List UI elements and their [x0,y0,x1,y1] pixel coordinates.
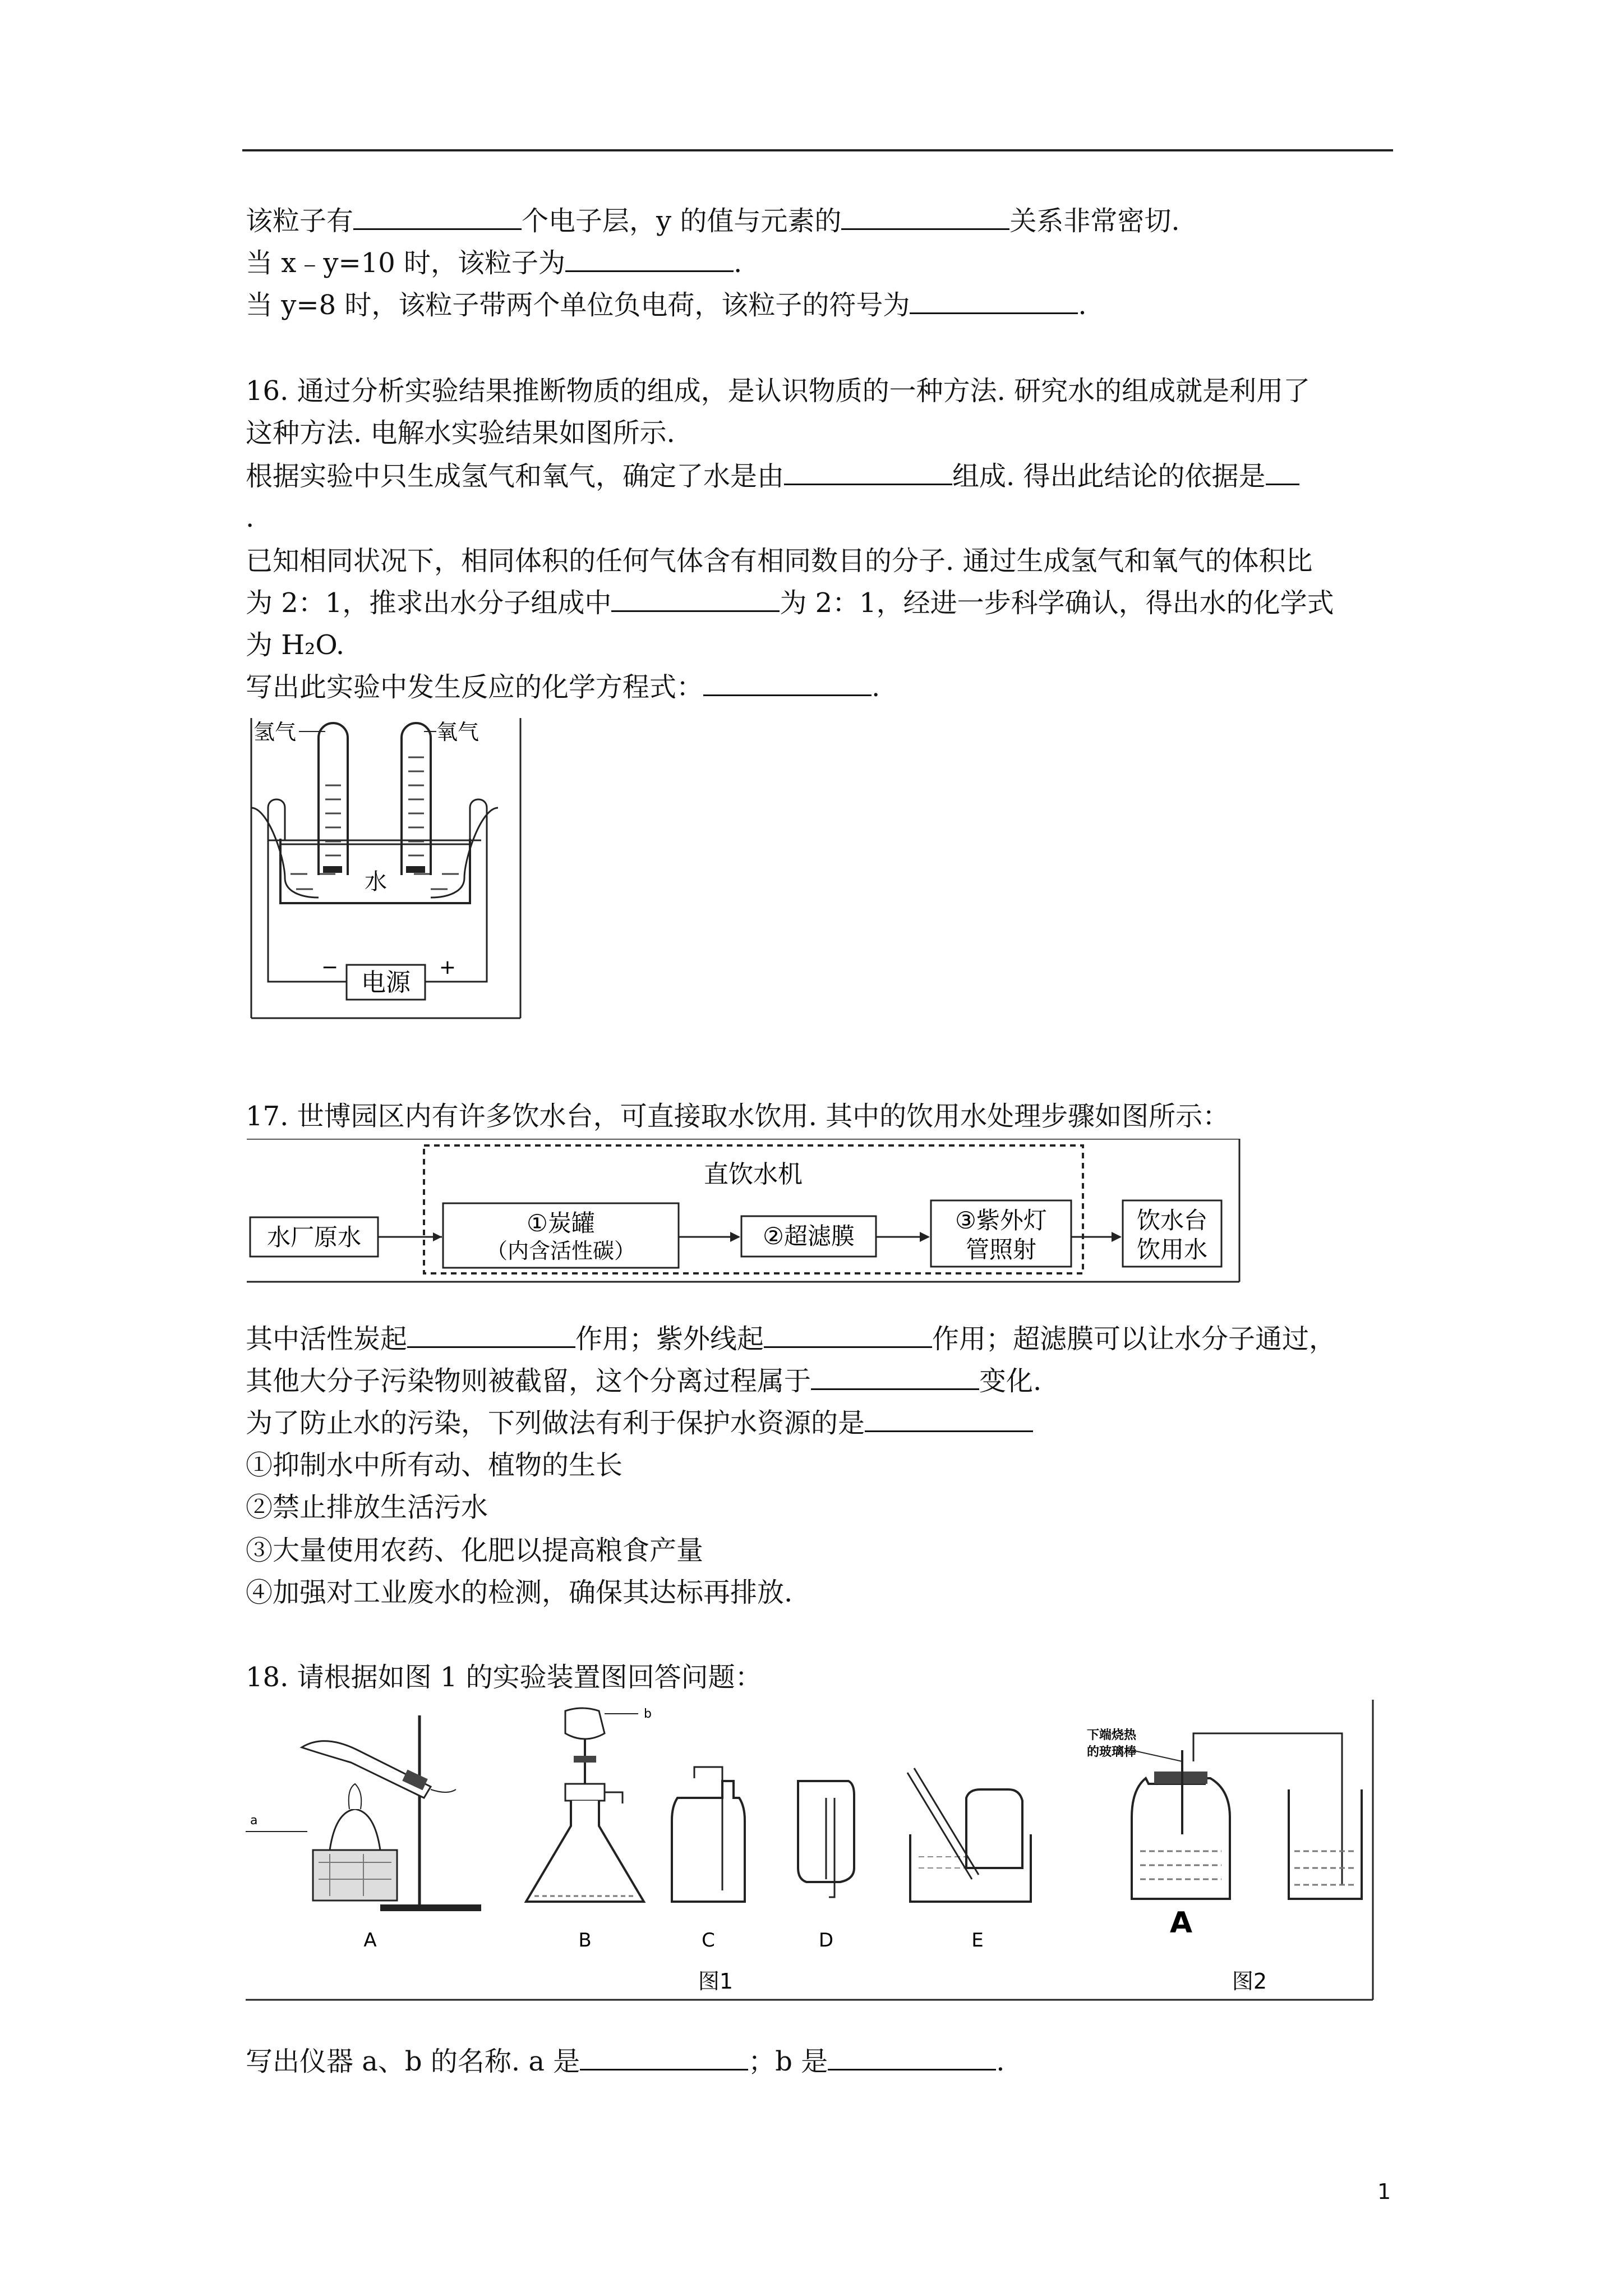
answer-blank[interactable] [580,2046,748,2070]
oxygen-label: 氧气 [436,720,479,744]
answer-blank[interactable] [828,2046,996,2070]
q15-line-3: 当 y=8 时，该粒子带两个单位负电荷，该粒子的符号为 . [246,289,1087,321]
answer-blank[interactable] [811,1366,979,1390]
answer-blank[interactable] [407,1324,575,1348]
q16-line-3: 根据实验中只生成氢气和氧气，确定了水是由 组成. 得出此结论的依据是 [246,459,1299,493]
label-A: A [363,1929,377,1952]
q15-line-2: 当 x﹣y=10 时，该粒子为 . [246,247,743,279]
q17-option-4: ④加强对工业废水的检测，确保其达标再排放. [246,1577,793,1608]
q17-line-3: 其他大分子污染物则被截留，这个分离过程属于 变化. [246,1365,1042,1397]
answer-blank[interactable] [703,672,872,696]
electrolysis-figure [246,712,526,1027]
glass-rod-label-1: 下端烧热 [1087,1728,1137,1742]
step3-label: ③紫外灯 [955,1207,1047,1234]
apparatus-figure [246,1700,1378,2003]
step2-label: ②超滤膜 [763,1222,855,1250]
water-label: 水 [365,869,387,895]
output-label: 饮水台 [1136,1207,1208,1234]
power-label: 电源 [361,968,411,997]
answer-blank[interactable] [910,290,1078,314]
q17-line-1: 17. 世博园区内有许多饮水台，可直接取水饮用. 其中的饮用水处理步骤如图所示： [246,1101,1230,1132]
label-D: D [818,1929,834,1952]
q17-option-2: ②禁止排放生活污水 [246,1492,488,1523]
q17-option-3: ③大量使用农药、化肥以提高粮食产量 [246,1535,704,1566]
source-label: 水厂原水 [266,1223,362,1251]
answer-blank[interactable] [764,1324,932,1348]
answer-blank[interactable] [841,206,1009,230]
q17-line-4: 为了防止水的污染，下列做法有利于保护水资源的是 [246,1406,1033,1440]
machine-label: 直饮水机 [704,1160,803,1189]
label-b: b [644,1707,652,1721]
q18-line-2: 写出仪器 a、b 的名称. a 是 ；b 是 . [246,2046,1005,2077]
step1-label: ①炭罐 [527,1209,595,1237]
q17-line-2: 其中活性炭起 作用；紫外线起 作用；超滤膜可以让水分子通过， [246,1323,1336,1355]
q16-line-8: 写出此实验中发生反应的化学方程式： . [246,671,880,703]
figure-2-label: 图2 [1232,1969,1267,1994]
q15-line-1: 该粒子有 个电子层，y 的值与元素的 关系非常密切. [246,205,1180,237]
figure-1-label: 图1 [698,1969,734,1994]
label-a: a [250,1814,258,1828]
answer-blank[interactable] [611,588,780,612]
glass-rod-label-2: 的玻璃棒 [1087,1745,1137,1759]
label-B: B [578,1929,592,1952]
page-number: 1 [1377,2179,1391,2204]
q16-line-5: 已知相同状况下，相同体积的任何气体含有相同数目的分子. 通过生成氢气和氧气的体积比 [246,545,1313,577]
plus-sign: + [439,956,457,979]
q16-line-2: 这种方法. 电解水实验结果如图所示. [246,417,675,449]
q16-line-6: 为 2：1，推求出水分子组成中 为 2：1，经进一步科学确认，得出水的化学式 [246,587,1334,619]
q16-line-4: . [246,502,255,533]
minus-sign: − [321,956,339,979]
label-C: C [702,1929,715,1952]
step3-sub-label: 管照射 [965,1236,1037,1263]
q17-option-1: ①抑制水中所有动、植物的生长 [246,1450,623,1481]
answer-blank[interactable] [353,206,522,230]
answer-blank[interactable] [865,1408,1033,1432]
answer-blank[interactable] [565,248,734,272]
label-E: E [971,1929,984,1952]
output-sub-label: 饮用水 [1136,1236,1208,1263]
header-rule [242,149,1393,151]
step1-sub-label: （内含活性碳） [486,1239,636,1263]
water-treatment-flow-figure [246,1139,1244,1287]
q16-line-7: 为 H₂O. [246,629,345,661]
answer-blank[interactable] [784,461,952,485]
hydrogen-label: 氢气 [253,720,297,744]
q16-line-1: 16. 通过分析实验结果推断物质的组成，是认识物质的一种方法. 研究水的组成就是利用了 [246,375,1311,407]
answer-blank[interactable] [1266,461,1299,485]
q18-line-1: 18. 请根据如图 1 的实验装置图回答问题： [246,1662,762,1693]
label-A-fig2: A [1169,1906,1193,1940]
